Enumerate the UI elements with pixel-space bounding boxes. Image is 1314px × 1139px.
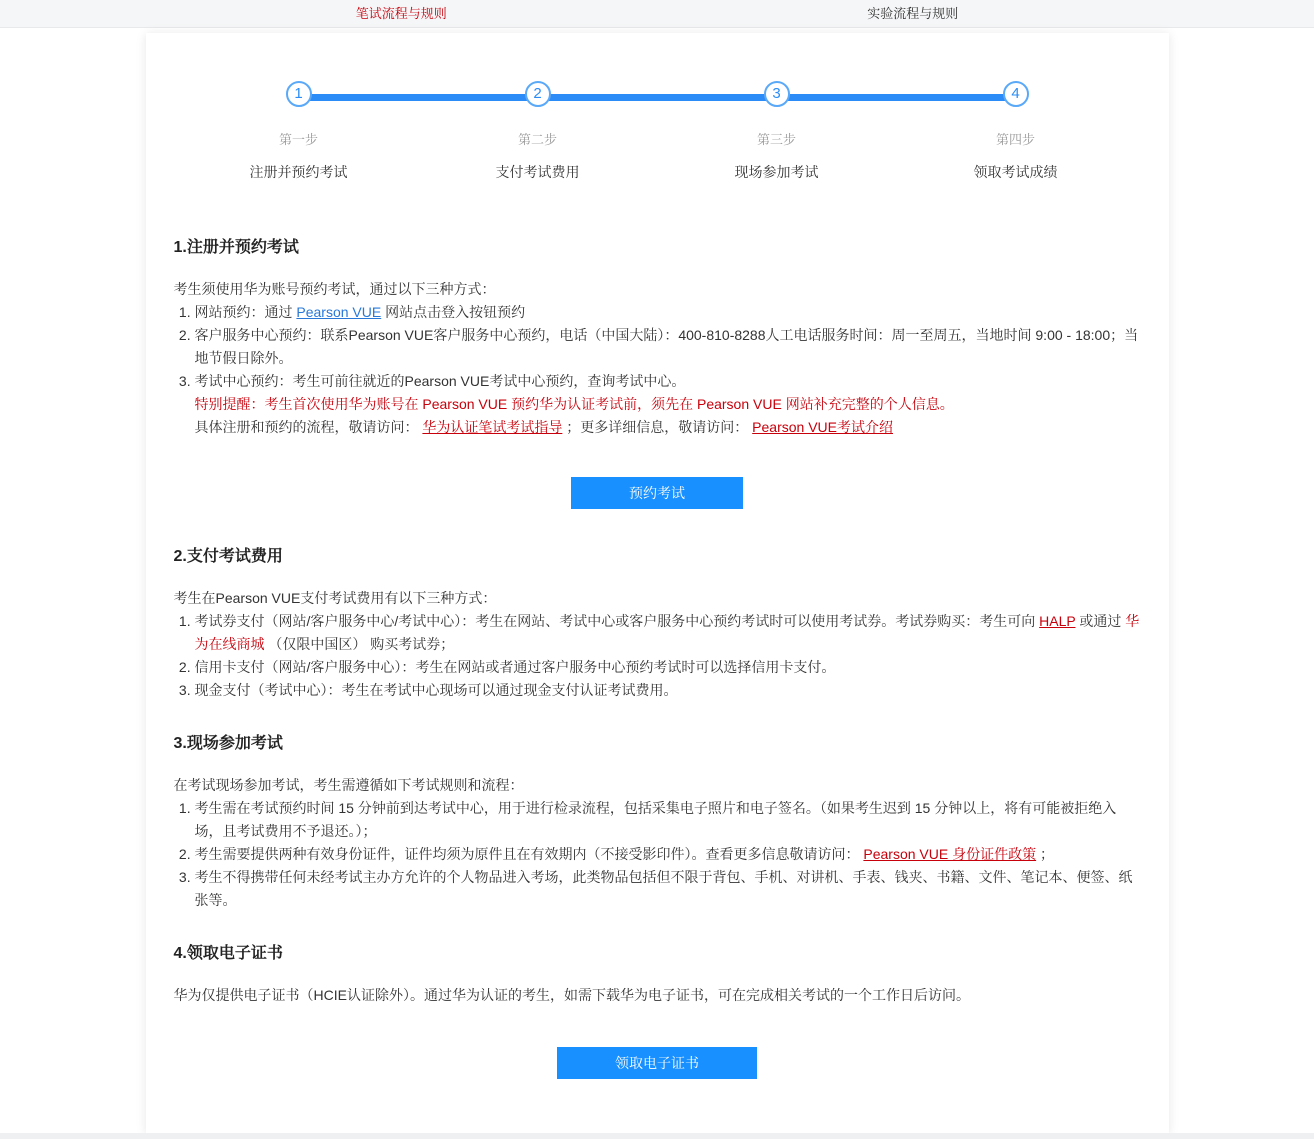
step-3-circle: 3 bbox=[764, 81, 790, 107]
step-2 bbox=[495, 81, 580, 182]
stepper-connector-line bbox=[299, 94, 1016, 101]
list-item-text: 信用卡支付（网站/客户服务中心）：考生在网站或者通过客户服务中心预约考试时可以选择信用卡支付。 bbox=[194, 659, 836, 675]
step-1-label: 第一步 bbox=[279, 132, 319, 147]
exam-process-card bbox=[146, 33, 1169, 1133]
step-4-circle: 4 bbox=[1003, 81, 1029, 107]
list-item bbox=[195, 324, 1141, 370]
section-2-title: 2.支付考试费用 bbox=[173, 548, 283, 565]
list-item bbox=[195, 370, 1141, 393]
rules-content bbox=[146, 238, 1169, 1079]
list-item-text: 考生不得携带任何未经考试主办方允许的个人物品进入考场，此类物品包括但不限于背包、手机、对讲机、手表、钱夹、书籍、文件、笔记本、便签、纸张等。 bbox=[194, 869, 1133, 908]
step-4-caption: 领取考试成绩 bbox=[973, 164, 1058, 180]
list-item-text: 客户服务中心预约：联系Pearson VUE客户服务中心预约，电话（中国大陆）：400-810-8288人工电话服务时间：周一至周五，当地时间 9:00 - 18:00；当地节假日除外。 bbox=[194, 327, 1139, 366]
id-policy-link[interactable]: Pearson VUE 身份证件政策 bbox=[863, 846, 1037, 862]
pearson-vue-intro-link[interactable]: Pearson VUE考试介绍 bbox=[752, 419, 893, 435]
step-1-circle: 1 bbox=[286, 81, 312, 107]
list-item bbox=[195, 301, 1141, 324]
get-certificate-button[interactable]: 领取电子证书 bbox=[557, 1047, 757, 1079]
step-4 bbox=[973, 81, 1058, 182]
halp-link[interactable]: HALP bbox=[1039, 613, 1076, 629]
page-bottom-strip bbox=[0, 1133, 1314, 1139]
step-1 bbox=[249, 81, 348, 182]
huawei-online-store-link[interactable]: 华为在线商城 bbox=[194, 613, 1140, 652]
header-tab-container bbox=[146, 0, 1169, 27]
written-exam-guide-link[interactable]: 华为认证笔试考试指导 bbox=[422, 419, 563, 435]
special-reminder-text: 特别提醒：考生首次使用华为账号在 Pearson VUE 预约华为认证考试前，须先在 Pearson VUE 网站补充完整的个人信息。 bbox=[194, 396, 954, 412]
guide-text: 具体注册和预约的流程，敬请访问： bbox=[194, 419, 423, 435]
step-1-caption: 注册并预约考试 bbox=[249, 164, 348, 180]
section-3-list bbox=[174, 797, 1141, 912]
list-item-text: 考试中心预约：考生可前往就近的Pearson VUE考试中心预约，查询考试中心。 bbox=[194, 373, 686, 389]
step-2-caption: 支付考试费用 bbox=[495, 164, 580, 180]
list-item-text: 网站预约：通过 bbox=[194, 304, 297, 320]
book-exam-button[interactable]: 预约考试 bbox=[571, 477, 743, 509]
header-tab-bar bbox=[0, 0, 1314, 28]
list-item-text: 考试券支付（网站/客户服务中心/考试中心）：考生在网站、考试中心或客户服务中心预约考试时可以使用考试券。考试券购买：考生可向 bbox=[194, 613, 1040, 629]
list-item-text: 考生需在考试预约时间 15 分钟前到达考试中心，用于进行检录流程，包括采集电子照片和电子签名。（如果考生迟到 15 分钟以上，将有可能被拒绝入场，且考试费用不予退还。）； bbox=[194, 800, 1117, 839]
list-item bbox=[195, 797, 1141, 843]
section-2-intro: 考生在Pearson VUE支付考试费用有以下三种方式： bbox=[173, 590, 497, 606]
exam-steps-progress bbox=[249, 33, 1058, 182]
section-3-intro: 在考试现场参加考试，考生需遵循如下考试规则和流程： bbox=[173, 777, 524, 793]
list-item-text: （仅限中国区） 购买考试券； bbox=[264, 636, 455, 652]
section-3-title: 3.现场参加考试 bbox=[173, 735, 283, 752]
section-2-list bbox=[174, 610, 1141, 702]
list-item-text: ； bbox=[1036, 846, 1054, 862]
list-item bbox=[195, 656, 1141, 679]
step-4-label: 第四步 bbox=[996, 132, 1036, 147]
list-item bbox=[195, 866, 1141, 912]
list-item-text: 网站点击登入按钮预约 bbox=[381, 304, 526, 320]
list-item bbox=[195, 679, 1141, 702]
step-3-label: 第三步 bbox=[757, 132, 797, 147]
list-item-text: 或通过 bbox=[1075, 613, 1126, 629]
step-3 bbox=[734, 81, 819, 182]
pearson-vue-link[interactable]: Pearson VUE bbox=[296, 304, 382, 320]
section-1-title: 1.注册并预约考试 bbox=[173, 239, 299, 256]
tab-lab-exam-rules[interactable]: 实验流程与规则 bbox=[867, 6, 959, 21]
section-1-list bbox=[174, 301, 1141, 393]
list-item-text: 现金支付（考试中心）：考生在考试中心现场可以通过现金支付认证考试费用。 bbox=[194, 682, 678, 698]
list-item bbox=[195, 843, 1141, 866]
section-1-intro: 考生须使用华为账号预约考试，通过以下三种方式： bbox=[173, 281, 496, 297]
section-4-title: 4.领取电子证书 bbox=[173, 945, 283, 962]
list-item bbox=[195, 610, 1141, 656]
list-item-text: 考生需要提供两种有效身份证件，证件均须为原件且在有效期内（不接受影印件）。查看更多信息敬请访问： bbox=[194, 846, 864, 862]
guide-text: ；更多详细信息，敬请访问： bbox=[562, 419, 753, 435]
step-2-circle: 2 bbox=[525, 81, 551, 107]
step-3-caption: 现场参加考试 bbox=[734, 164, 819, 180]
step-2-label: 第二步 bbox=[518, 132, 558, 147]
registration-guide-line bbox=[195, 416, 1141, 439]
section-4-intro: 华为仅提供电子证书（HCIE认证除外）。通过华为认证的考生，如需下载华为电子证书，可在完成相关考试的一个工作日后访问。 bbox=[173, 987, 970, 1003]
tab-written-exam-rules[interactable]: 笔试流程与规则 bbox=[355, 6, 447, 21]
